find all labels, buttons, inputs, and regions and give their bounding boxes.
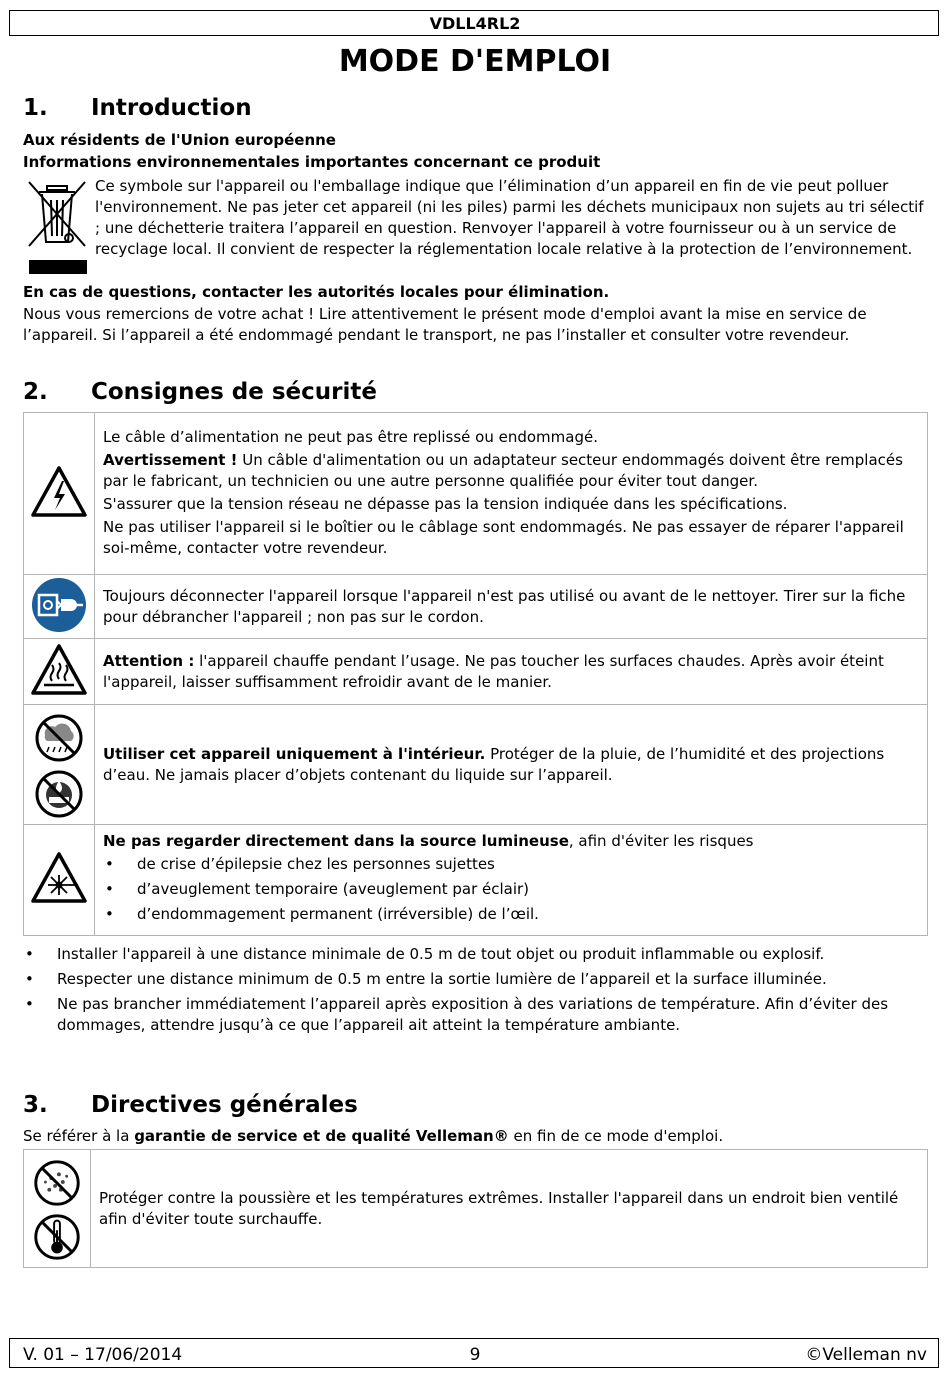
no-dust-icon — [30, 1158, 84, 1208]
section-2-number: 2. — [23, 379, 48, 405]
laser-bullets — [103, 854, 919, 925]
attention-text: l'appareil chauffe pendant l’usage. Ne pas toucher les surfaces chaudes. Après avoir éteint l'appareil, laisser suffisamment refroidir avant de le manier. — [103, 651, 884, 691]
safety-row-hot — [24, 639, 928, 705]
warranty-reference — [23, 1126, 928, 1147]
section-2-title: Consignes de sécurité — [91, 379, 377, 405]
safety-row-disconnect — [24, 575, 928, 639]
indoor-text: Protéger de la pluie, de l’humidité et des projections d’eau. Ne jamais placer d’objets contenant du liquide sur l’appareil. — [103, 744, 885, 784]
safety-bullet: • Ne pas brancher immédiatement l’appareil après exposition à des variations de température. Afin d’éviter des dommages, attendre jusqu’à ce que l’appareil ait atteint la température ambiante. — [23, 994, 903, 1036]
laser-label: Ne pas regarder directement dans la source lumineuse — [103, 832, 569, 850]
model-number: VDLL4RL2 — [429, 14, 521, 33]
page-title — [0, 44, 950, 79]
electric-hazard-cell — [24, 413, 95, 575]
laser-text-cell — [95, 825, 928, 936]
general-box-text: Protéger contre la poussière et les températures extrêmes. Installer l'appareil dans un endroit bien ventilé afin d'éviter toute surchauffe. — [91, 1150, 928, 1268]
electric-hazard-icon — [30, 465, 88, 519]
hot-text-cell — [95, 639, 928, 705]
laser-text: , afin d'éviter les risques — [568, 832, 754, 850]
laser-intro — [103, 831, 919, 852]
warranty-bold: garantie de service et de qualité Velleman® — [134, 1127, 509, 1145]
disconnect-plug-icon — [31, 577, 87, 633]
section-1-number: 1. — [23, 95, 48, 121]
general-row — [24, 1150, 928, 1268]
safety-bullets — [23, 944, 903, 1040]
electric-text-cell — [95, 413, 928, 575]
laser-bullet: • d’endommagement permanent (irréversible) de l’œil. — [103, 904, 919, 925]
eu-residents-heading: Aux résidents de l'Union européenne — [23, 131, 336, 149]
safety-row-electric — [24, 413, 928, 575]
hot-surface-icon — [30, 643, 88, 697]
disconnect-cell — [24, 575, 95, 639]
section-3-heading — [23, 1092, 358, 1118]
weee-text: Ce symbole sur l'appareil ou l'emballage indique que l’élimination d’un appareil en fin de vie peut polluer l'environnement. Ne pas jeter cet appareil (ni les piles) parmi les déchets municipaux non sujets au tri sélectif ; une déchetterie traitera l’appareil en question. Renvoyer l'appareil à votre fournisseur ou à un service de recyclage local. Il convient de respecter la réglementation locale relative à la protection de l’environnement. — [95, 177, 924, 258]
section-1-title: Introduction — [91, 95, 252, 121]
safety-row-indoor — [24, 705, 928, 825]
section-3-number: 3. — [23, 1092, 48, 1118]
footer-page-number: 9 — [469, 1345, 481, 1365]
avertissement-text: Un câble d'alimentation ou un adaptateur secteur endommagés doivent être remplacés par le fabricant, un technicien ou une autre personne qualifiée pour éviter tout danger. — [103, 450, 903, 490]
crossed-bin-icon — [25, 176, 89, 276]
indoor-cell — [24, 705, 95, 825]
safety-bullet: • Installer l'appareil à une distance minimale de 0.5 m de tout objet ou produit inflammable ou explosif. — [23, 944, 903, 965]
no-extreme-temperature-icon — [30, 1212, 84, 1262]
general-icon-cell — [24, 1150, 91, 1268]
no-liquid-icon — [31, 769, 87, 819]
avertissement-paragraph — [103, 450, 919, 492]
footer-copyright: ©Velleman nv — [805, 1345, 927, 1365]
footer-version: V. 01 – 17/06/2014 — [23, 1345, 183, 1365]
disconnect-text: Toujours déconnecter l'appareil lorsque l'appareil n'est pas utilisé ou avant de le nettoyer. Tirer sur la fiche pour débrancher l'appareil ; non pas sur le cordon. — [95, 575, 928, 639]
voltage-note: S'assurer que la tension réseau ne dépasse pas la tension indiquée dans les spécifications. — [103, 494, 788, 513]
safety-table — [23, 412, 928, 936]
indoor-text-cell — [95, 705, 928, 825]
section-3-title: Directives générales — [91, 1092, 358, 1118]
laser-hazard-icon — [30, 851, 88, 905]
hot-surface-cell — [24, 639, 95, 705]
warranty-pre: Se référer à la — [23, 1127, 135, 1145]
damaged-housing-note: Ne pas utiliser l'appareil si le boîtier ou le câblage sont endommagés. Ne pas essayer de réparer l'appareil soi-même, contacter votre revendeur. — [103, 517, 904, 557]
safety-bullet: • Respecter une distance minimum de 0.5 m entre la sortie lumière de l’appareil et la surface illuminée. — [23, 969, 903, 990]
section-1-heading — [23, 95, 252, 121]
thanks-text: Nous vous remercions de votre achat ! Lire attentivement le présent mode d'emploi avant la mise en service de l’appareil. Si l’appareil a été endommagé pendant le transport, ne pas l’installer et consulter votre revendeur. — [23, 305, 867, 344]
avertissement-label: Avertissement ! — [103, 450, 238, 469]
cable-warning: Le câble d’alimentation ne peut pas être replissé ou endommagé. — [103, 427, 598, 446]
questions-text: En cas de questions, contacter les autorités locales pour élimination. — [23, 283, 610, 301]
laser-bullet: • de crise d’épilepsie chez les personnes sujettes — [103, 854, 919, 875]
no-rain-icon — [31, 713, 87, 763]
laser-cell — [24, 825, 95, 936]
section-2-heading — [23, 379, 377, 405]
laser-bullet: • d’aveuglement temporaire (aveuglement par éclair) — [103, 879, 919, 900]
indoor-label: Utiliser cet appareil uniquement à l'intérieur. — [103, 744, 486, 763]
general-table — [23, 1149, 928, 1268]
attention-label: Attention : — [103, 651, 195, 670]
env-info-heading: Informations environnementales importantes concernant ce produit — [23, 153, 601, 171]
page-title-text: MODE D'EMPLOI — [338, 44, 612, 79]
safety-row-laser — [24, 825, 928, 936]
warranty-post: en fin de ce mode d'emploi. — [508, 1127, 724, 1145]
